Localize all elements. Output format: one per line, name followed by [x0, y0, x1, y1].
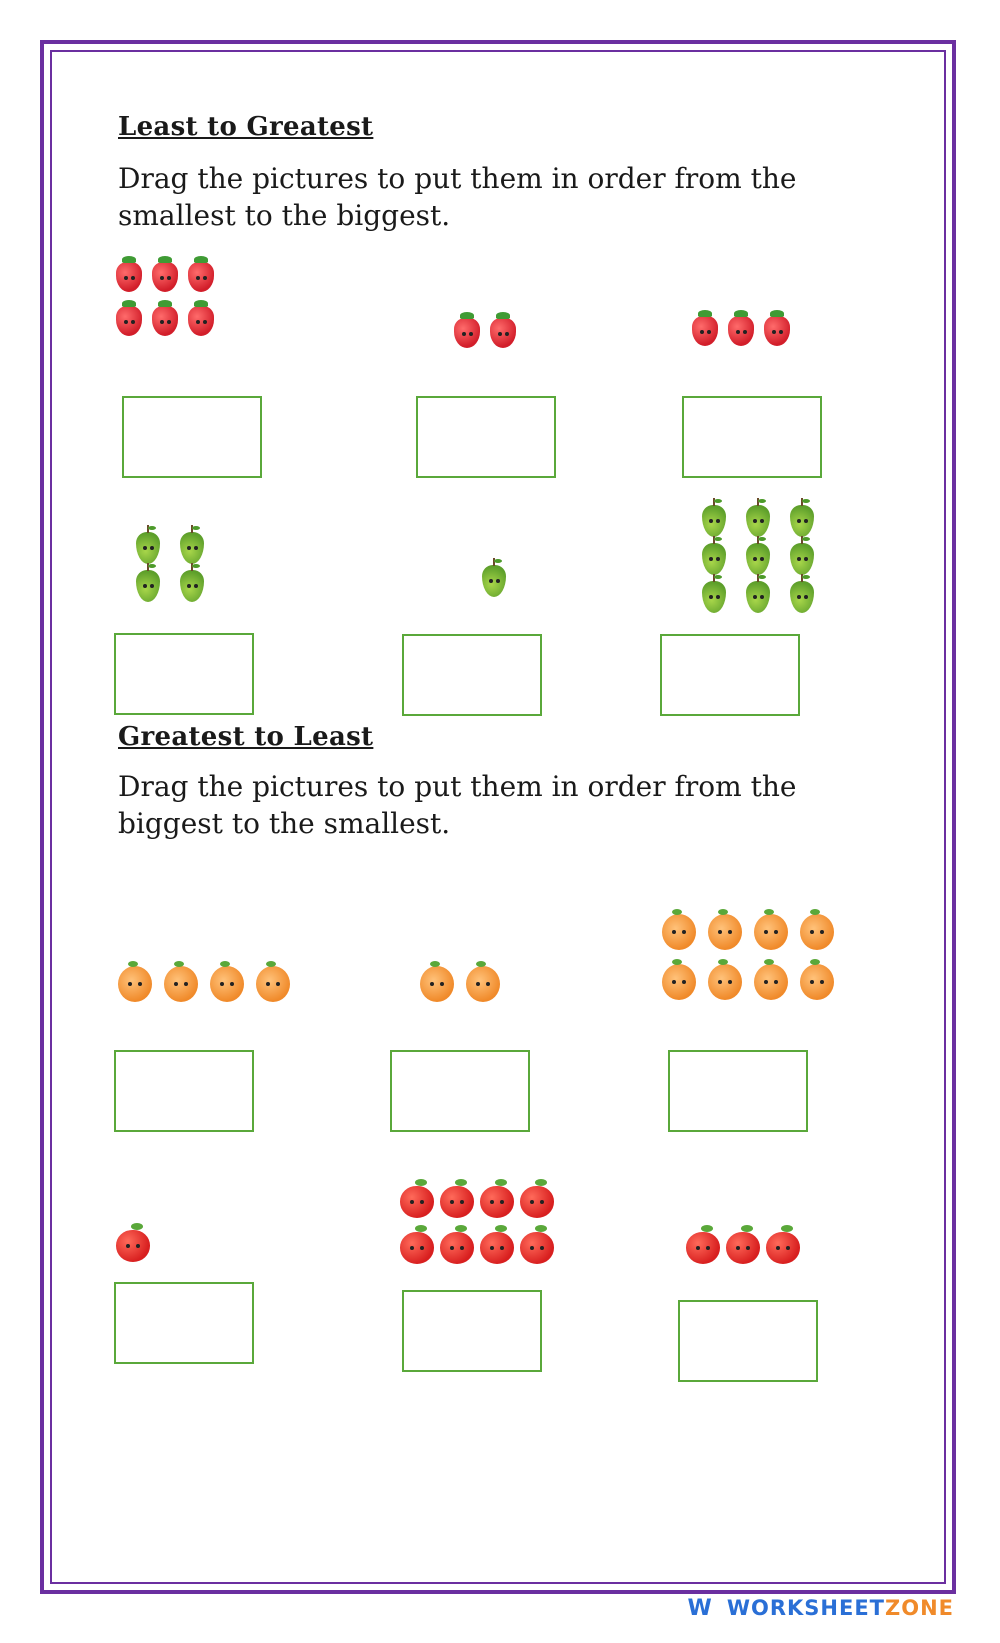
- eye-icon: [167, 276, 171, 280]
- eye-icon: [776, 1246, 780, 1250]
- section-heading-least-to-greatest: Least to Greatest: [118, 112, 374, 142]
- eye-icon: [196, 276, 200, 280]
- eye-icon: [820, 980, 824, 984]
- eye-icon: [716, 557, 720, 561]
- answer-box[interactable]: [416, 396, 556, 478]
- eye-icon: [410, 1246, 414, 1250]
- eye-icon: [804, 519, 808, 523]
- eye-icon: [196, 320, 200, 324]
- eye-icon: [230, 982, 234, 986]
- answer-box[interactable]: [114, 1282, 254, 1364]
- eye-icon: [496, 579, 500, 583]
- eye-icon: [489, 579, 493, 583]
- eye-icon: [150, 546, 154, 550]
- eye-icon: [753, 595, 757, 599]
- apple-icon: [520, 1186, 554, 1218]
- eye-icon: [486, 982, 490, 986]
- apple-icon: [520, 1232, 554, 1264]
- worksheetzone-logo: [688, 1596, 954, 1621]
- eye-icon: [505, 332, 509, 336]
- apple-icon: [400, 1186, 434, 1218]
- apple-icon: [480, 1232, 514, 1264]
- eye-icon: [460, 1246, 464, 1250]
- w-logo-icon: W: [687, 1596, 713, 1621]
- eye-icon: [682, 930, 686, 934]
- answer-box[interactable]: [122, 396, 262, 478]
- eye-icon: [760, 519, 764, 523]
- eye-icon: [746, 1246, 750, 1250]
- eye-icon: [774, 930, 778, 934]
- apple-icon: [766, 1232, 800, 1264]
- eye-icon: [709, 595, 713, 599]
- eye-icon: [672, 980, 676, 984]
- orange-icon: [754, 914, 788, 950]
- eye-icon: [167, 320, 171, 324]
- eye-icon: [194, 584, 198, 588]
- orange-icon: [256, 966, 290, 1002]
- eye-icon: [469, 332, 473, 336]
- orange-icon: [708, 964, 742, 1000]
- apple-icon: [726, 1232, 760, 1264]
- eye-icon: [131, 276, 135, 280]
- answer-box[interactable]: [390, 1050, 530, 1132]
- answer-box[interactable]: [668, 1050, 808, 1132]
- eye-icon: [753, 519, 757, 523]
- orange-icon: [662, 914, 696, 950]
- answer-box[interactable]: [682, 396, 822, 478]
- eye-icon: [820, 930, 824, 934]
- eye-icon: [187, 546, 191, 550]
- eye-icon: [266, 982, 270, 986]
- answer-box[interactable]: [114, 633, 254, 715]
- eye-icon: [707, 330, 711, 334]
- eye-icon: [440, 982, 444, 986]
- eye-icon: [194, 546, 198, 550]
- eye-icon: [797, 519, 801, 523]
- eye-icon: [410, 1200, 414, 1204]
- eye-icon: [797, 557, 801, 561]
- eye-icon: [760, 557, 764, 561]
- eye-icon: [810, 980, 814, 984]
- eye-icon: [160, 276, 164, 280]
- orange-icon: [800, 964, 834, 1000]
- answer-box[interactable]: [402, 1290, 542, 1372]
- brand-text-zone: ZONE: [885, 1596, 954, 1620]
- eye-icon: [743, 330, 747, 334]
- eye-icon: [804, 557, 808, 561]
- eye-icon: [500, 1200, 504, 1204]
- eye-icon: [810, 930, 814, 934]
- eye-icon: [460, 1200, 464, 1204]
- eye-icon: [797, 595, 801, 599]
- eye-icon: [718, 930, 722, 934]
- orange-icon: [466, 966, 500, 1002]
- eye-icon: [728, 930, 732, 934]
- orange-icon: [754, 964, 788, 1000]
- eye-icon: [203, 320, 207, 324]
- answer-box[interactable]: [678, 1300, 818, 1382]
- eye-icon: [420, 1246, 424, 1250]
- eye-icon: [490, 1200, 494, 1204]
- eye-icon: [716, 595, 720, 599]
- eye-icon: [124, 320, 128, 324]
- eye-icon: [736, 1246, 740, 1250]
- eye-icon: [709, 519, 713, 523]
- eye-icon: [136, 1244, 140, 1248]
- eye-icon: [672, 930, 676, 934]
- eye-icon: [696, 1246, 700, 1250]
- eye-icon: [476, 982, 480, 986]
- eye-icon: [184, 982, 188, 986]
- section-heading-greatest-to-least: Greatest to Least: [118, 722, 374, 752]
- eye-icon: [772, 330, 776, 334]
- orange-icon: [800, 914, 834, 950]
- eye-icon: [804, 595, 808, 599]
- orange-icon: [662, 964, 696, 1000]
- eye-icon: [700, 330, 704, 334]
- eye-icon: [682, 980, 686, 984]
- eye-icon: [138, 982, 142, 986]
- eye-icon: [786, 1246, 790, 1250]
- eye-icon: [540, 1246, 544, 1250]
- eye-icon: [718, 980, 722, 984]
- section-instructions-1: Drag the pictures to put them in order from the smallest to the biggest.: [118, 162, 797, 232]
- section-instructions-2: Drag the pictures to put them in order from the biggest to the smallest.: [118, 770, 797, 840]
- eye-icon: [450, 1200, 454, 1204]
- orange-icon: [118, 966, 152, 1002]
- apple-icon: [116, 1230, 150, 1262]
- apple-icon: [686, 1232, 720, 1264]
- eye-icon: [716, 519, 720, 523]
- eye-icon: [540, 1200, 544, 1204]
- eye-icon: [490, 1246, 494, 1250]
- apple-icon: [440, 1232, 474, 1264]
- eye-icon: [530, 1246, 534, 1250]
- eye-icon: [728, 980, 732, 984]
- eye-icon: [187, 584, 191, 588]
- eye-icon: [126, 1244, 130, 1248]
- apple-icon: [440, 1186, 474, 1218]
- eye-icon: [160, 320, 164, 324]
- eye-icon: [530, 1200, 534, 1204]
- brand-text-worksheet: WORKSHEET: [726, 1596, 885, 1620]
- eye-icon: [150, 584, 154, 588]
- eye-icon: [450, 1246, 454, 1250]
- eye-icon: [124, 276, 128, 280]
- eye-icon: [174, 982, 178, 986]
- eye-icon: [753, 557, 757, 561]
- eye-icon: [276, 982, 280, 986]
- orange-icon: [210, 966, 244, 1002]
- eye-icon: [774, 980, 778, 984]
- eye-icon: [128, 982, 132, 986]
- apple-icon: [480, 1186, 514, 1218]
- eye-icon: [764, 930, 768, 934]
- eye-icon: [430, 982, 434, 986]
- eye-icon: [706, 1246, 710, 1250]
- answer-box[interactable]: [402, 634, 542, 716]
- answer-box[interactable]: [114, 1050, 254, 1132]
- eye-icon: [498, 332, 502, 336]
- eye-icon: [143, 546, 147, 550]
- eye-icon: [736, 330, 740, 334]
- apple-icon: [400, 1232, 434, 1264]
- eye-icon: [203, 276, 207, 280]
- eye-icon: [760, 595, 764, 599]
- eye-icon: [764, 980, 768, 984]
- orange-icon: [708, 914, 742, 950]
- eye-icon: [462, 332, 466, 336]
- eye-icon: [143, 584, 147, 588]
- eye-icon: [420, 1200, 424, 1204]
- answer-box[interactable]: [660, 634, 800, 716]
- eye-icon: [131, 320, 135, 324]
- eye-icon: [709, 557, 713, 561]
- orange-icon: [164, 966, 198, 1002]
- eye-icon: [220, 982, 224, 986]
- eye-icon: [500, 1246, 504, 1250]
- orange-icon: [420, 966, 454, 1002]
- eye-icon: [779, 330, 783, 334]
